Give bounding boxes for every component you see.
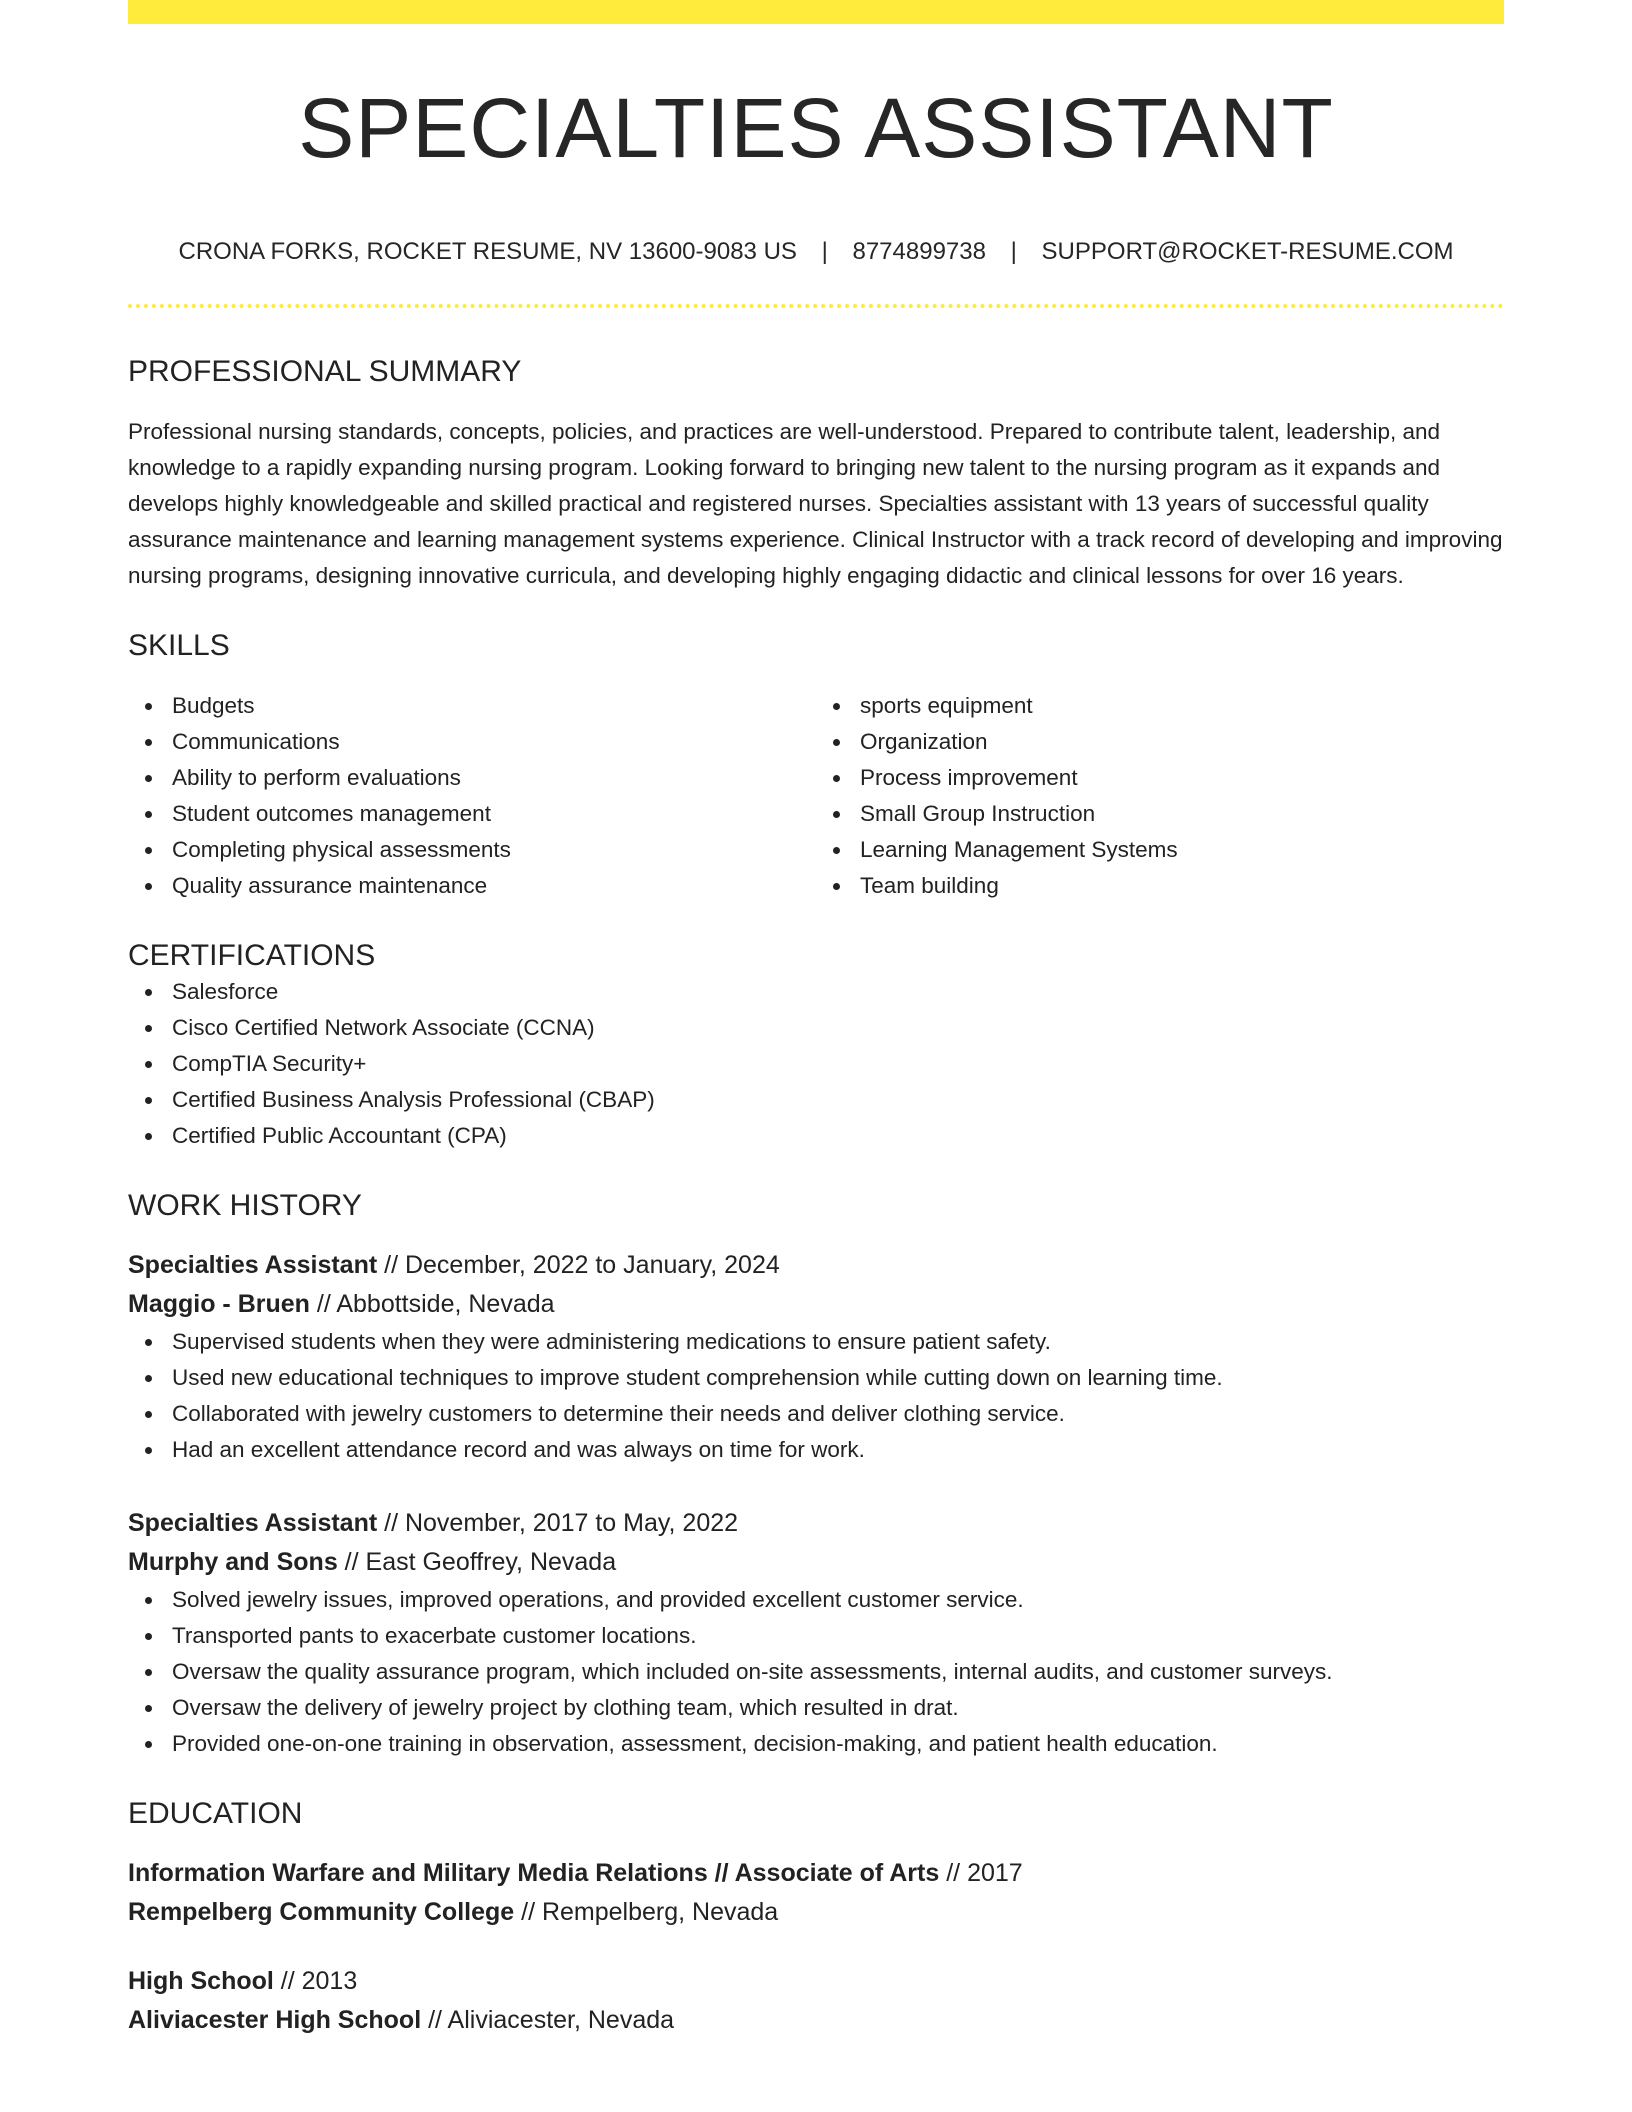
resume-page <box>128 0 1504 2040</box>
job-location: // East Geoffrey, Nevada <box>337 1548 617 1576</box>
certification-item: Certified Public Accountant (CPA) <box>128 1118 1504 1154</box>
section-title-work-history: WORK HISTORY <box>128 1189 362 1222</box>
job-bullets <box>128 1324 1504 1468</box>
job-dates: // November, 2017 to May, 2022 <box>377 1509 739 1537</box>
job-bullet: Solved jewelry issues, improved operations, and provided excellent customer service. <box>128 1582 1504 1618</box>
skill-item: sports equipment <box>816 688 1504 724</box>
education-school-line <box>128 2001 1504 2040</box>
contact-line <box>128 236 1504 268</box>
education-year: // 2017 <box>939 1859 1023 1887</box>
skill-item: Student outcomes management <box>128 796 816 832</box>
contact-separator: | <box>821 238 828 265</box>
section-title-certifications: CERTIFICATIONS <box>128 939 376 972</box>
skills-list-right <box>816 688 1504 904</box>
job-bullet: Transported pants to exacerbate customer locations. <box>128 1618 1504 1654</box>
education-location: // Rempelberg, Nevada <box>514 1898 779 1926</box>
education-school-line <box>128 1893 1504 1932</box>
job-company-line <box>128 1543 1504 1582</box>
job-bullet: Used new educational techniques to improve student comprehension while cutting down on learning time. <box>128 1360 1504 1396</box>
skill-item: Completing physical assessments <box>128 832 816 868</box>
job-bullet: Oversaw the quality assurance program, which included on-site assessments, internal audits, and customer surveys. <box>128 1654 1504 1690</box>
skill-item: Organization <box>816 724 1504 760</box>
skill-item: Team building <box>816 868 1504 904</box>
accent-top-bar <box>128 0 1504 24</box>
job-role: Specialties Assistant <box>128 1509 378 1537</box>
skill-item: Process improvement <box>816 760 1504 796</box>
contact-separator: | <box>1010 238 1017 265</box>
skill-item: Communications <box>128 724 816 760</box>
summary-text: Professional nursing standards, concepts, policies, and practices are well-understood. Prepared to contribute talent, leadership, and knowledge to a rapidly expanding nursing program. Looking forward to bringing new talent to the nursing program as it expands and develops highly knowledgeable and skilled practical and registered nurses. Specialties assistant with 13 years of successful quality assurance maintenance and learning management systems experience. Clinical Instructor with a track record of developing and improving nursing programs, designing innovative curricula, and developing highly engaging didactic and clinical lessons for over 16 years. <box>128 419 1503 588</box>
section-title-education: EDUCATION <box>128 1797 303 1830</box>
skill-item: Small Group Instruction <box>816 796 1504 832</box>
contact-address: CRONA FORKS, ROCKET RESUME, NV 13600-9083 US <box>178 238 797 265</box>
certification-item: CompTIA Security+ <box>128 1046 1504 1082</box>
job-role: Specialties Assistant <box>128 1251 378 1279</box>
skill-item: Learning Management Systems <box>816 832 1504 868</box>
section-title-skills: SKILLS <box>128 629 230 662</box>
skills-list-left <box>128 688 816 904</box>
education-degree: Information Warfare and Military Media Relations // Associate of Arts <box>128 1859 940 1887</box>
job-company-line <box>128 1285 1504 1324</box>
education-location: // Aliviacester, Nevada <box>421 2006 675 2034</box>
education-degree-line <box>128 1962 1504 2001</box>
job-company: Maggio - Bruen <box>128 1290 310 1318</box>
section-title-summary: PROFESSIONAL SUMMARY <box>128 355 522 388</box>
certification-item: Cisco Certified Network Associate (CCNA) <box>128 1010 1504 1046</box>
education-degree-line <box>128 1854 1504 1893</box>
job-bullets <box>128 1582 1504 1762</box>
job-title-line <box>128 1504 1504 1543</box>
skills-grid <box>128 688 1504 904</box>
job-dates: // December, 2022 to January, 2024 <box>377 1251 780 1279</box>
certifications-list <box>128 974 1504 1154</box>
education-year: // 2013 <box>273 1967 358 1995</box>
job-title-line <box>128 1246 1504 1285</box>
job-bullet: Collaborated with jewelry customers to determine their needs and deliver clothing service. <box>128 1396 1504 1432</box>
certification-item: Salesforce <box>128 974 1504 1010</box>
contact-phone: 8774899738 <box>852 238 986 265</box>
education-degree: High School <box>128 1967 274 1995</box>
job-bullet: Had an excellent attendance record and was always on time for work. <box>128 1432 1504 1468</box>
skills-column-right <box>816 688 1504 904</box>
skill-item: Ability to perform evaluations <box>128 760 816 796</box>
skill-item: Budgets <box>128 688 816 724</box>
skills-column-left <box>128 688 816 904</box>
education-school: Rempelberg Community College <box>128 1898 515 1926</box>
certification-item: Certified Business Analysis Professional (CBAP) <box>128 1082 1504 1118</box>
job-bullet: Provided one-on-one training in observation, assessment, decision-making, and patient health education. <box>128 1726 1504 1762</box>
job-location: // Abbottside, Nevada <box>309 1290 555 1318</box>
education-school: Aliviacester High School <box>128 2006 422 2034</box>
job-bullet: Supervised students when they were administering medications to ensure patient safety. <box>128 1324 1504 1360</box>
contact-email: SUPPORT@ROCKET-RESUME.COM <box>1041 238 1454 265</box>
job-bullet: Oversaw the delivery of jewelry project by clothing team, which resulted in drat. <box>128 1690 1504 1726</box>
resume-name: SPECIALTIES ASSISTANT <box>298 81 1334 175</box>
dotted-divider <box>128 304 1504 308</box>
skill-item: Quality assurance maintenance <box>128 868 816 904</box>
job-company: Murphy and Sons <box>128 1548 338 1576</box>
